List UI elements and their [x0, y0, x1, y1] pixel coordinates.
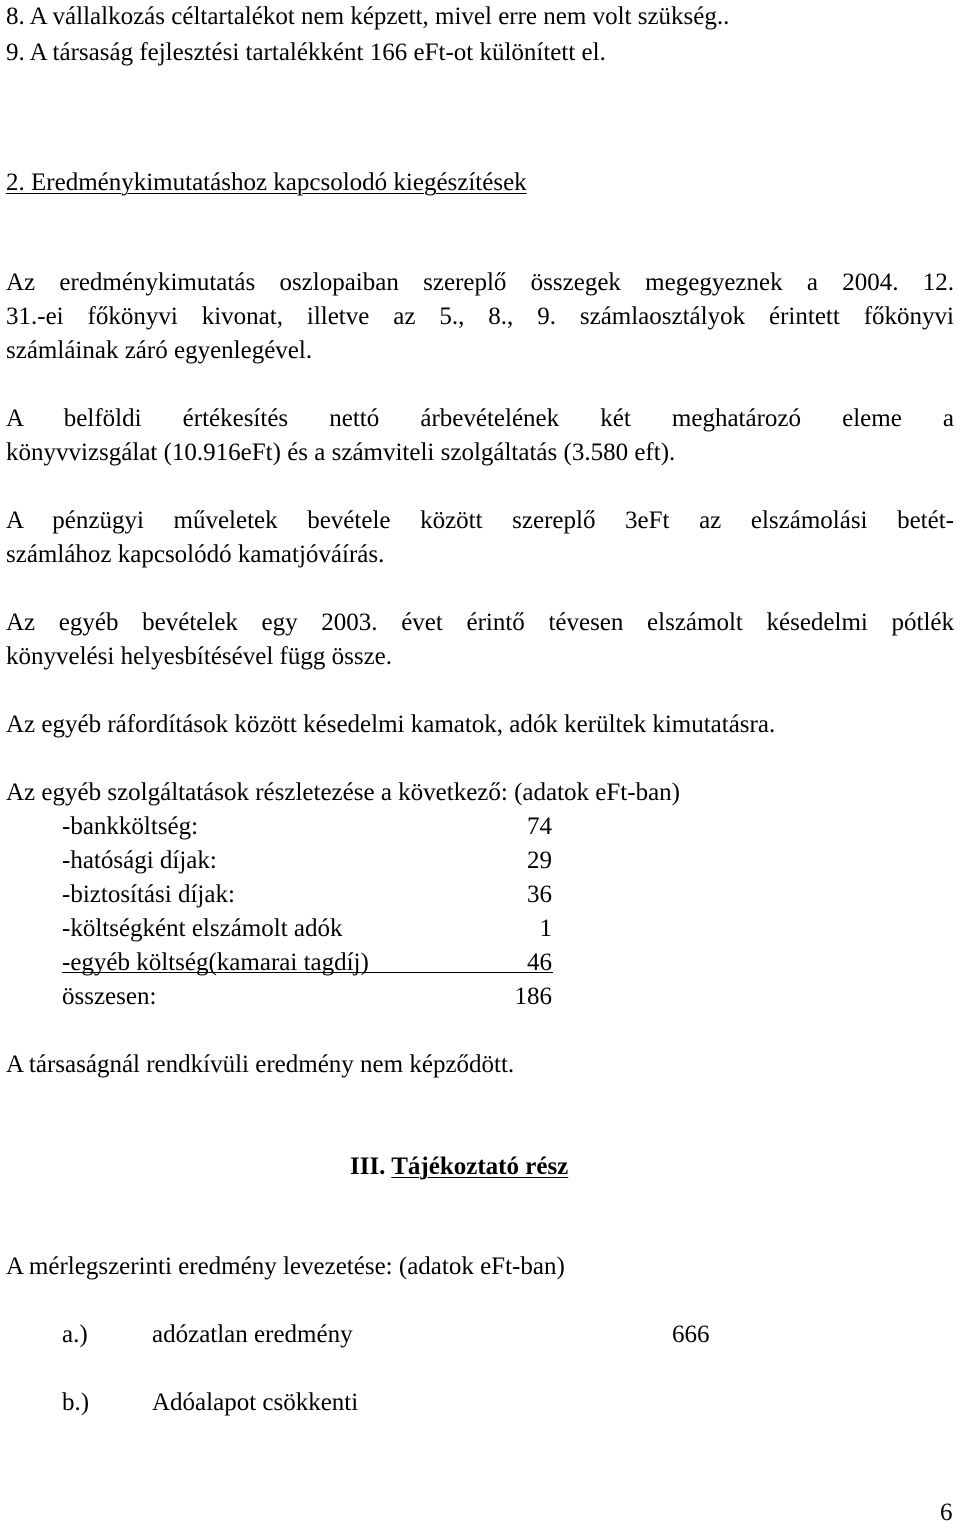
item-label: Adóalapot csökkenti	[152, 1389, 359, 1416]
paragraph-4-line-1: Az egyéb bevételek egy 2003. évet érintő tévesen elszámolt késedelmi pótlék	[6, 609, 954, 636]
page-number: 6	[940, 1499, 953, 1526]
paragraph-3-line-1: A pénzügyi műveletek bevétele között szereplő 3eFt az elszámolási betét-	[6, 507, 954, 534]
row-value: 1	[539, 915, 552, 942]
row-label: -biztosítási díjak:	[62, 881, 235, 908]
section-2-heading: 2. Eredménykimutatáshoz kapcsolodó kiegészítések	[6, 169, 527, 196]
paragraph-7: A társaságnál rendkívüli eredmény nem képződött.	[6, 1051, 515, 1078]
row-value: 29	[527, 847, 552, 874]
row-label: -költségként elszámolt adók	[62, 915, 343, 942]
row-value: 74	[527, 813, 552, 840]
section-3-number: III.	[350, 1153, 386, 1180]
row-value: 36	[527, 881, 552, 908]
item-9-text: 9. A társaság fejlesztési tartalékként 166 eFt-ot különített el.	[6, 39, 606, 66]
paragraph-1-line-3: számláinak záró egyenlegével.	[6, 337, 313, 364]
total-value: 186	[514, 983, 552, 1010]
paragraph-3-line-2: számlához kapcsolódó kamatjóváírás.	[6, 541, 385, 568]
total-label: összesen:	[62, 983, 157, 1010]
item-label: adózatlan eredmény	[152, 1321, 353, 1348]
services-intro: Az egyéb szolgáltatások részletezése a következő: (adatok eFt-ban)	[6, 779, 680, 806]
item-value: 666	[672, 1321, 710, 1348]
item-letter: b.)	[62, 1389, 90, 1416]
item-letter: a.)	[62, 1321, 88, 1348]
section-3-heading	[350, 1150, 568, 1184]
sum-underline	[62, 972, 553, 973]
section-3-intro: A mérlegszerinti eredmény levezetése: (adatok eFt-ban)	[6, 1253, 565, 1280]
paragraph-1-line-1: Az eredménykimutatás oszlopaiban szereplő összegek megegyeznek a 2004. 12.	[6, 269, 954, 296]
row-label: -egyéb költség(kamarai tagdíj)	[62, 949, 369, 976]
paragraph-5: Az egyéb ráfordítások között késedelmi kamatok, adók kerültek kimutatásra.	[6, 711, 776, 738]
row-label: -bankköltség:	[62, 813, 199, 840]
paragraph-2-line-2: könyvvizsgálat (10.916eFt) és a számviteli szolgáltatás (3.580 eft).	[6, 439, 676, 466]
paragraph-1-line-2: 31.-ei főkönyvi kivonat, illetve az 5., 8., 9. számlaosztályok érintett főkönyvi	[6, 303, 954, 330]
item-8-text: 8. A vállalkozás céltartalékot nem képzett, mivel erre nem volt szükség..	[6, 3, 730, 30]
paragraph-2-line-1: A belföldi értékesítés nettó árbevételének két meghatározó eleme a	[6, 405, 954, 432]
row-value: 46	[527, 949, 552, 976]
section-3-title: Tájékoztató rész	[391, 1153, 569, 1180]
paragraph-4-line-2: könyvelési helyesbítésével függ össze.	[6, 643, 393, 670]
row-label: -hatósági díjak:	[62, 847, 217, 874]
